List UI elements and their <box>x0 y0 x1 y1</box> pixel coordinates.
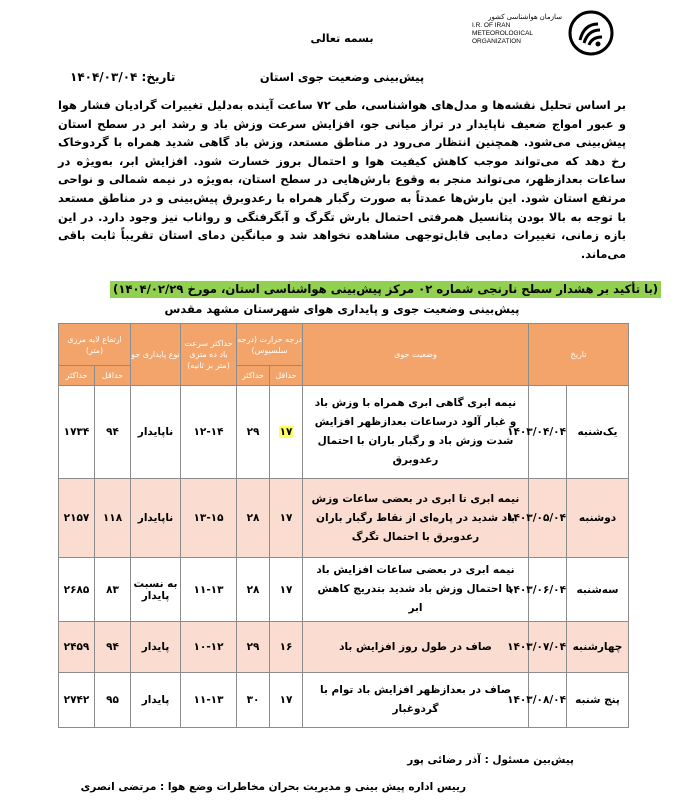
header-stability: نوع پایداری جو <box>131 324 181 386</box>
header-date: تاریخ <box>529 324 629 386</box>
row-temp-min <box>270 386 303 479</box>
row-condition: نیمه ابری در بعضی ساعات افزایش باد با احتمال وزش باد شدید بتدریج کاهش ابر <box>303 558 529 622</box>
date-line <box>70 70 175 84</box>
row-day: دوشنبه <box>567 479 629 558</box>
row-date: ۱۴۰۳/۰۵/۰۴ <box>529 479 567 558</box>
row-temp-min: ۱۶ <box>270 622 303 673</box>
row-wind: ۱۱-۱۳ <box>181 673 237 728</box>
row-temp-min: ۱۷ <box>270 558 303 622</box>
bismillah-heading: بسمه تعالی <box>310 32 374 45</box>
row-mix-min: ۹۵ <box>95 673 131 728</box>
header-temp-max: حداکثر <box>237 366 270 386</box>
row-mix-max: ۲۱۵۷ <box>59 479 95 558</box>
logo-line-3: ORGANIZATION <box>472 38 521 45</box>
header-wind: حداکثر سرعت باد ده متری (متر بر ثانیه) <box>181 324 237 386</box>
row-date: ۱۴۰۳/۰۷/۰۴ <box>529 622 567 673</box>
header-mixing-height: ارتفاع لایه مرزی (متر) <box>59 324 131 366</box>
page-title: پیش‌بینی وضعیت جوی استان <box>259 70 425 84</box>
row-wind: ۱۰-۱۲ <box>181 622 237 673</box>
row-temp-max: ۲۸ <box>237 479 270 558</box>
table-row <box>59 386 629 479</box>
row-mix-max: ۲۶۸۵ <box>59 558 95 622</box>
row-date: ۱۴۰۳/۰۶/۰۴ <box>529 558 567 622</box>
forecast-table <box>58 323 629 728</box>
table-row <box>59 479 629 558</box>
row-condition: نیمه ابری تا ابری در بعضی ساعات وزش باد شدید در پاره‌ای از نقاط رگبار باران رعدوبرق با احتمال تگرگ <box>303 479 529 558</box>
row-temp-min-value: ۱۷ <box>279 426 293 438</box>
row-mix-min: ۱۱۸ <box>95 479 131 558</box>
date-label: تاریخ: <box>141 70 176 84</box>
row-stability: پایدار <box>131 622 181 673</box>
table-row <box>59 558 629 622</box>
row-day: پنج شنبه <box>567 673 629 728</box>
row-date: ۱۴۰۳/۰۴/۰۴ <box>529 386 567 479</box>
header-condition: وضعیت جوی <box>303 324 529 386</box>
row-temp-max: ۳۰ <box>237 673 270 728</box>
table-row <box>59 622 629 673</box>
header-temperature: درجه حرارت (درجه سلسیوس) <box>237 324 303 366</box>
row-wind: ۱۱-۱۳ <box>181 558 237 622</box>
row-condition: نیمه ابری گاهی ابری همراه با وزش باد و غبار آلود درساعات بعدازظهر افزایش شدت وزش باد و رگبار باران با احتمال رعدوبرق <box>303 386 529 479</box>
row-day: یک‌شنبه <box>567 386 629 479</box>
header-mix-min: حداقل <box>95 366 131 386</box>
row-day: چهارشنبه <box>567 622 629 673</box>
forecaster-signature: پیش‌بین مسئول : آذر رضائی پور <box>407 754 574 766</box>
orange-warning-note: (با تأکید بر هشدار سطح نارنجی شماره ۰۲ مرکز پیش‌بینی هواشناسی استان، مورخ ۱۴۰۴/۰۲/۲۹) <box>110 281 661 298</box>
header-temp-min: حداقل <box>270 366 303 386</box>
row-temp-max: ۲۹ <box>237 622 270 673</box>
row-mix-min: ۹۴ <box>95 386 131 479</box>
row-stability: به نسبت پایدار <box>131 558 181 622</box>
logo-line-2: METEOROLOGICAL <box>472 30 534 37</box>
logo-line-fa: سازمان هواشناسی کشور <box>488 14 562 21</box>
table-title: پیش‌بینی وضعیت جوی و پایداری هوای شهرستان مشهد مقدس <box>164 302 520 316</box>
row-day: سه‌شنبه <box>567 558 629 622</box>
row-mix-max: ۲۴۵۹ <box>59 622 95 673</box>
row-condition: صاف در بعدازظهر افزایش باد توام با گردوغبار <box>303 673 529 728</box>
row-temp-min: ۱۷ <box>270 479 303 558</box>
row-date: ۱۴۰۳/۰۸/۰۴ <box>529 673 567 728</box>
row-temp-max: ۲۹ <box>237 386 270 479</box>
department-head-signature: رییس اداره پیش بینی و مدیریت بحران مخاطرات وضع هوا : مرتضی انصری <box>80 781 466 793</box>
row-mix-min: ۹۴ <box>95 622 131 673</box>
row-stability: ناپایدار <box>131 386 181 479</box>
row-mix-min: ۸۳ <box>95 558 131 622</box>
row-stability: پایدار <box>131 673 181 728</box>
date-value: ۱۴۰۴/۰۳/۰۴ <box>70 70 138 84</box>
row-stability: ناپایدار <box>131 479 181 558</box>
header-mix-max: حداکثر <box>59 366 95 386</box>
row-mix-max: ۲۷۴۲ <box>59 673 95 728</box>
row-wind: ۱۲-۱۴ <box>181 386 237 479</box>
forecast-paragraph: بر اساس تحلیل نقشه‌ها و مدل‌های هواشناسی، طی ۷۲ ساعت آینده به‌دلیل تغییرات گرادیان فشار هوا و عبور امواج ضعیف ناپایدار در تراز میانی جو، افزایش سرعت وزش باد و رشد ابر در سطح استان پیش‌بینی می‌شود. همچنین انتظار می‌رود در مناطق مستعد، وزش باد گاهی شدید همراه با گردوخاک رخ دهد که می‌تواند موجب کاهش کیفیت هوا و احتمال بروز خسارت شود. افزایش ابر، به‌ویژه در ساعات بعدازظهر، می‌تواند منجر به وقوع بارش‌هایی در سطح استان، به‌ویژه در نیمه شمالی و نواحی مرتفع استان شود. این بارش‌ها عمدتاً به صورت رگبار همراه با رعدوبرق پیش‌بینی و در مناطق مستعد با توجه به بالا بودن پتانسیل همرفتی احتمال بارش تگرگ و آبگرفتگی و رواناب نیز وجود دارد. در این بازه زمانی، تغییرات دمایی قابل‌توجهی مشاهده نخواهد شد و میانگین دمای استان تقریباً ثابت باقی می‌ماند. <box>58 98 626 261</box>
table-row <box>59 673 629 728</box>
row-condition: صاف در طول روز افزایش باد <box>303 622 529 673</box>
row-wind: ۱۳-۱۵ <box>181 479 237 558</box>
logo-line-1: I.R. OF IRAN <box>472 22 511 29</box>
row-temp-max: ۲۸ <box>237 558 270 622</box>
row-mix-max: ۱۷۳۴ <box>59 386 95 479</box>
row-temp-min: ۱۷ <box>270 673 303 728</box>
